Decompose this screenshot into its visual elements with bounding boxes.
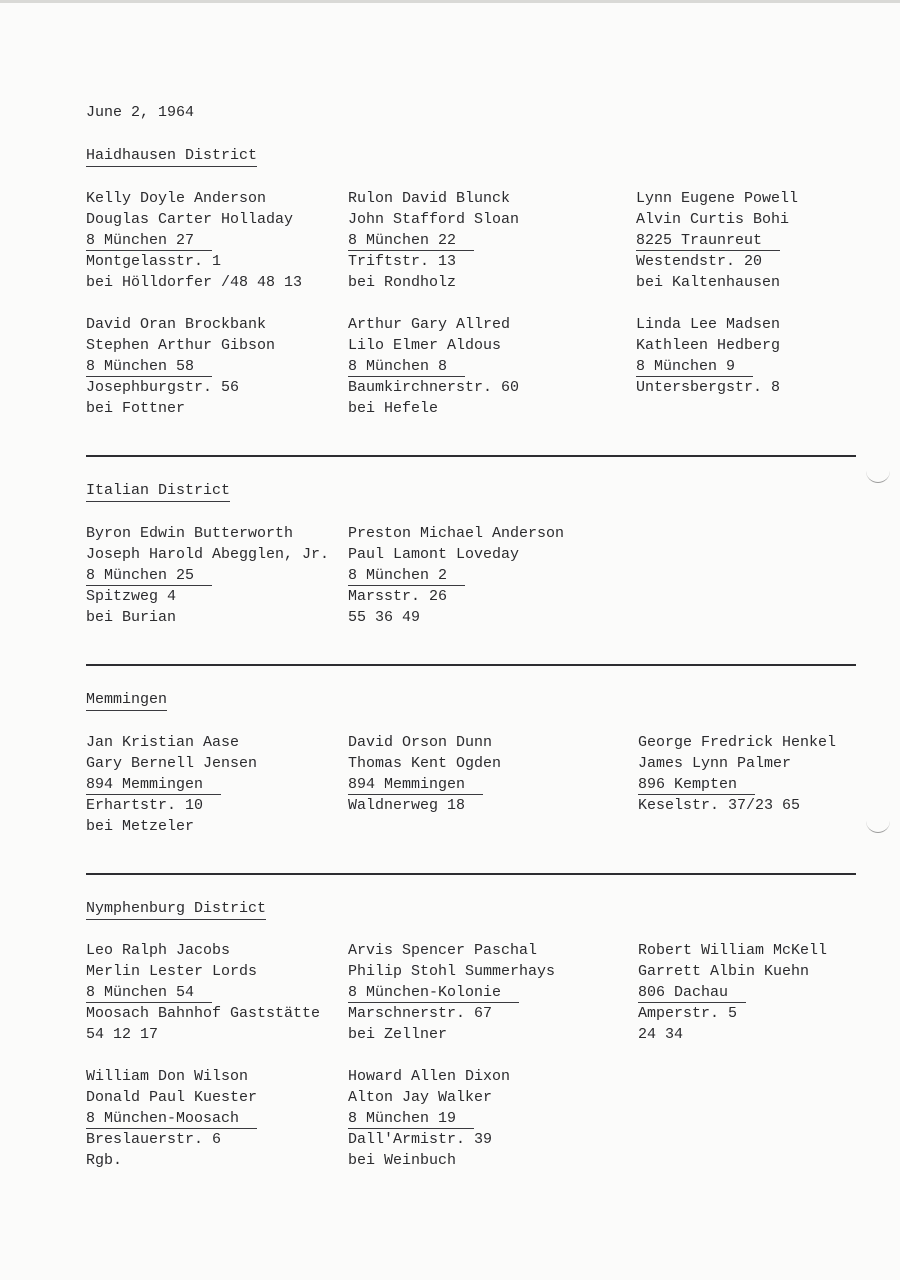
city-line: 8 München 58 [86,358,212,377]
address-extra: bei Kaltenhausen [636,274,781,291]
address-extra: bei Fottner [86,400,186,417]
address-block [638,940,888,1045]
missionary-name: William Don Wilson [86,1068,249,1085]
city-line: 806 Dachau [638,984,746,1003]
section-divider [86,664,856,666]
city-line: 896 Kempten [638,776,755,795]
section-heading-nymphenburg: Nymphenburg District [86,900,266,920]
address-block [86,523,376,628]
city-line: 8 München 22 [348,232,474,251]
address-block [86,1066,376,1171]
address-block [348,314,638,419]
street-address: Moosach Bahnhof Gaststätte [86,1005,321,1022]
missionary-name: Robert William McKell [638,942,828,959]
address-extra: bei Weinbuch [348,1152,457,1169]
city-line: 8 München-Kolonie [348,984,519,1003]
missionary-name: Lynn Eugene Powell [636,190,799,207]
street-address: Triftstr. 13 [348,253,457,270]
address-block [348,1066,638,1171]
missionary-name: David Orson Dunn [348,734,493,751]
phone-number: 24 34 [638,1026,684,1043]
punch-hole-mark [866,470,890,483]
city-line: 8 München 27 [86,232,212,251]
missionary-name: Paul Lamont Loveday [348,546,520,563]
street-address: Untersbergstr. 8 [636,379,781,396]
street-address: Marschnerstr. 67 [348,1005,493,1022]
address-block [86,940,376,1045]
address-extra: bei Metzeler [86,818,195,835]
missionary-name: Leo Ralph Jacobs [86,942,231,959]
missionary-name: David Oran Brockbank [86,316,267,333]
missionary-name: Byron Edwin Butterworth [86,525,294,542]
city-line: 894 Memmingen [348,776,483,795]
missionary-name: Philip Stohl Summerhays [348,963,556,980]
missionary-name: Douglas Carter Holladay [86,211,294,228]
address-block [638,732,888,816]
address-block [348,523,638,628]
city-line: 8225 Traunreut [636,232,780,251]
missionary-name: John Stafford Sloan [348,211,520,228]
section-divider [86,873,856,875]
section-heading-italian: Italian District [86,482,230,502]
city-line: 894 Memmingen [86,776,221,795]
street-address: Waldnerweg 18 [348,797,466,814]
address-extra: bei Rondholz [348,274,457,291]
street-address: Baumkirchnerstr. 60 [348,379,520,396]
section-heading-memmingen: Memmingen [86,691,167,711]
missionary-name: George Fredrick Henkel [638,734,837,751]
address-block [348,188,638,293]
street-address: Keselstr. 37/23 65 [638,797,801,814]
city-line: 8 München 2 [348,567,465,586]
city-line: 8 München 8 [348,358,465,377]
city-line: 8 München 9 [636,358,753,377]
address-block [86,314,376,419]
address-block [86,188,376,293]
missionary-name: Kelly Doyle Anderson [86,190,267,207]
address-extra: bei Zellner [348,1026,448,1043]
missionary-name: Stephen Arthur Gibson [86,337,276,354]
missionary-name: Thomas Kent Ogden [348,755,502,772]
street-address: Erhartstr. 10 [86,797,204,814]
missionary-name: Merlin Lester Lords [86,963,258,980]
missionary-name: Kathleen Hedberg [636,337,781,354]
missionary-name: Jan Kristian Aase [86,734,240,751]
address-block [636,314,886,398]
missionary-name: Gary Bernell Jensen [86,755,258,772]
page-top-edge [0,0,900,3]
address-block [636,188,886,293]
missionary-name: James Lynn Palmer [638,755,792,772]
address-block [348,940,638,1045]
street-address: Spitzweg 4 [86,588,177,605]
street-address: Josephburgstr. 56 [86,379,240,396]
street-address: Marsstr. 26 [348,588,448,605]
city-line: 8 München 25 [86,567,212,586]
street-address: Montgelasstr. 1 [86,253,222,270]
missionary-name: Garrett Albin Kuehn [638,963,810,980]
missionary-name: Arthur Gary Allred [348,316,511,333]
phone-number: 55 36 49 [348,609,421,626]
missionary-name: Lilo Elmer Aldous [348,337,502,354]
missionary-name: Preston Michael Anderson [348,525,565,542]
address-extra: bei Hölldorfer /48 48 13 [86,274,303,291]
missionary-name: Donald Paul Kuester [86,1089,258,1106]
address-block [86,732,376,837]
street-address: Amperstr. 5 [638,1005,738,1022]
address-extra: bei Burian [86,609,177,626]
address-extra: Rgb. [86,1152,123,1169]
address-block [348,732,638,816]
section-heading-haidhausen: Haidhausen District [86,147,257,167]
city-line: 8 München-Moosach [86,1110,257,1129]
street-address: Breslauerstr. 6 [86,1131,222,1148]
missionary-name: Joseph Harold Abegglen, Jr. [86,546,330,563]
punch-hole-mark [866,820,890,833]
missionary-name: Alvin Curtis Bohi [636,211,790,228]
missionary-name: Arvis Spencer Paschal [348,942,538,959]
document-date: June 2, 1964 [86,104,195,121]
phone-number: 54 12 17 [86,1026,159,1043]
street-address: Westendstr. 20 [636,253,763,270]
missionary-name: Linda Lee Madsen [636,316,781,333]
street-address: Dall'Armistr. 39 [348,1131,493,1148]
section-divider [86,455,856,457]
address-extra: bei Hefele [348,400,439,417]
city-line: 8 München 54 [86,984,212,1003]
missionary-name: Rulon David Blunck [348,190,511,207]
missionary-name: Alton Jay Walker [348,1089,493,1106]
city-line: 8 München 19 [348,1110,474,1129]
missionary-name: Howard Allen Dixon [348,1068,511,1085]
